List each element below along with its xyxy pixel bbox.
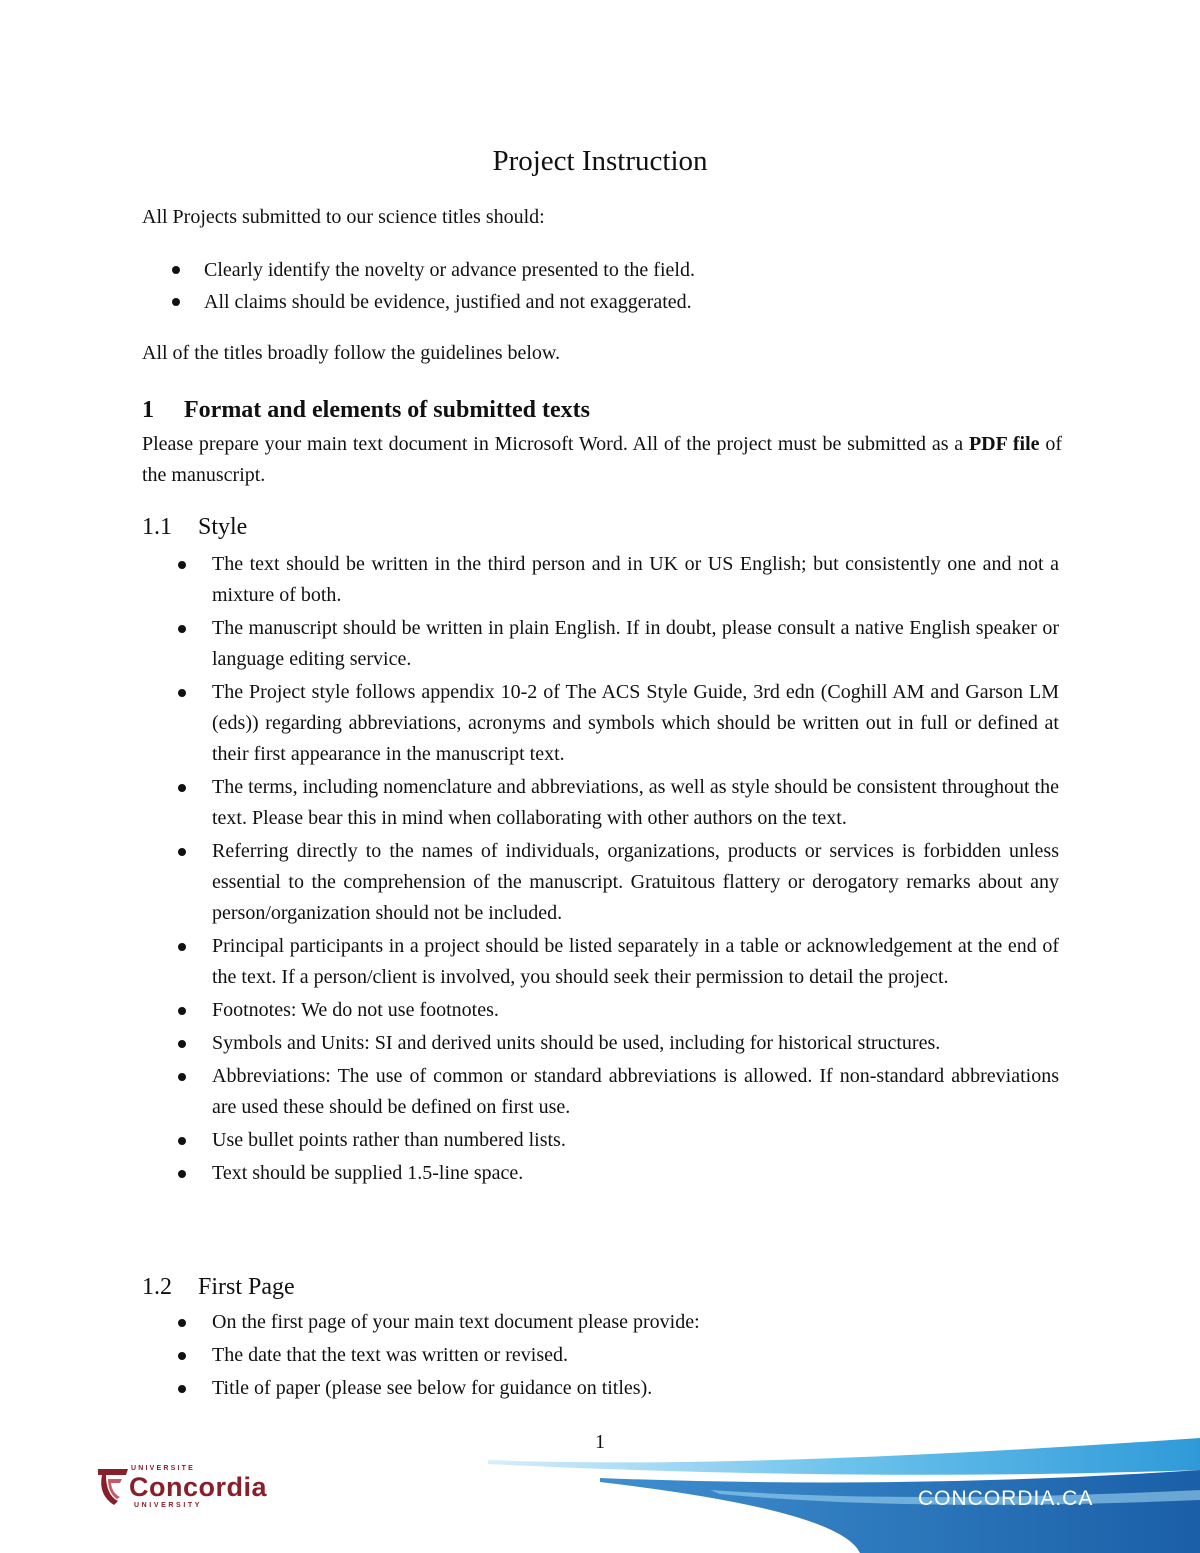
- list-item: Text should be supplied 1.5-line space.: [142, 1158, 1059, 1189]
- list-item: The manuscript should be written in plain English. If in doubt, please consult a native English speaker or language editing service.: [142, 613, 1059, 675]
- logo-wordmark: Concordia: [129, 1472, 268, 1502]
- guidelines-note: All of the titles broadly follow the guidelines below.: [142, 342, 561, 364]
- section-number: 1.2: [142, 1274, 172, 1300]
- bullet-icon: [178, 561, 186, 569]
- section-title: First Page: [198, 1274, 295, 1300]
- bullet-icon: [178, 1040, 186, 1048]
- section-1-2-heading: [142, 1270, 295, 1304]
- section-number: 1: [142, 397, 154, 423]
- bullet-icon: [178, 1073, 186, 1081]
- bullet-icon: [178, 1319, 186, 1327]
- first-page-bullet-list: [142, 1307, 1059, 1406]
- concordia-crest-icon: [96, 1465, 130, 1507]
- section-1-paragraph: Please prepare your main text document in Microsoft Word. All of the project must be submitted as a PDF file of the manuscript.: [142, 433, 1062, 486]
- section-1-heading: [142, 392, 590, 428]
- section-title: Style: [198, 514, 248, 540]
- page-title: Project Instruction: [492, 145, 708, 177]
- bullet-icon: [178, 1170, 186, 1178]
- bullet-icon: [178, 784, 186, 792]
- intro-text: All Projects submitted to our science titles should:: [142, 206, 545, 228]
- bullet-icon: [178, 689, 186, 697]
- list-item: The terms, including nomenclature and abbreviations, as well as style should be consistent throughout the text. Please bear this in mind when collaborating with other authors on the text.: [142, 772, 1059, 834]
- bullet-icon: [178, 1137, 186, 1145]
- style-bullet-list: [142, 549, 1059, 1191]
- list-item: On the first page of your main text document please provide:: [142, 1307, 1059, 1338]
- list-item: Clearly identify the novelty or advance presented to the field.: [142, 254, 1062, 286]
- section-title: Format and elements of submitted texts: [184, 397, 590, 423]
- logo-universite: UNIVERSITE: [131, 1465, 196, 1472]
- list-item: Use bullet points rather than numbered lists.: [142, 1125, 1059, 1156]
- pdf-file-emphasis: PDF file: [968, 433, 1040, 455]
- bullet-icon: [178, 1385, 186, 1393]
- bullet-icon: [172, 266, 180, 274]
- intro-bullet-list: [142, 254, 1062, 318]
- list-item: Principal participants in a project should be listed separately in a table or acknowledgement at the end of the text. If a person/client is involved, you should seek their permission to detail the project.: [142, 931, 1059, 993]
- list-item: Abbreviations: The use of common or standard abbreviations is allowed. If non-standard abbreviations are used these should be defined on first use.: [142, 1061, 1059, 1123]
- logo-university: UNIVERSITY: [134, 1502, 203, 1509]
- list-item: Symbols and Units: SI and derived units should be used, including for historical structures.: [142, 1028, 1059, 1059]
- bullet-icon: [178, 1352, 186, 1360]
- section-number: 1.1: [142, 514, 172, 540]
- bullet-icon: [178, 943, 186, 951]
- list-item: Title of paper (please see below for guidance on titles).: [142, 1373, 1059, 1404]
- list-item: The text should be written in the third person and in UK or US English; but consistently one and not a mixture of both.: [142, 549, 1059, 611]
- bullet-icon: [178, 625, 186, 633]
- list-item: The date that the text was written or revised.: [142, 1340, 1059, 1371]
- bullet-icon: [178, 1007, 186, 1015]
- bullet-icon: [172, 298, 180, 306]
- list-item: The Project style follows appendix 10-2 of The ACS Style Guide, 3rd edn (Coghill AM and Garson LM (eds)) regarding abbreviations, acronyms and symbols which should be written out in full or defined at their first appearance in the manuscript text.: [142, 677, 1059, 770]
- list-item: All claims should be evidence, justified and not exaggerated.: [142, 286, 1062, 318]
- concordia-url-text: CONCORDIA.CA: [918, 1487, 1094, 1510]
- section-1-1-heading: [142, 510, 247, 544]
- list-item: Referring directly to the names of individuals, organizations, products or services is forbidden unless essential to the comprehension of the manuscript. Gratuitous flattery or derogatory remarks about any person/organization should not be included.: [142, 836, 1059, 929]
- bullet-icon: [178, 848, 186, 856]
- page-number: 1: [595, 1431, 605, 1453]
- list-item: Footnotes: We do not use footnotes.: [142, 995, 1059, 1026]
